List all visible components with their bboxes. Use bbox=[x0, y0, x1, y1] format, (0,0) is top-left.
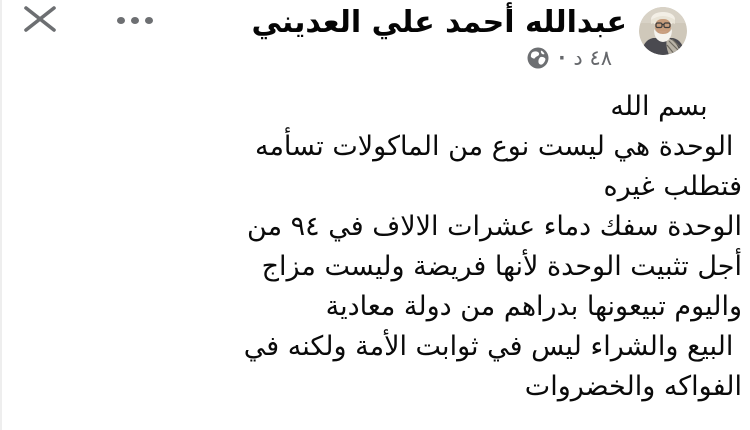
close-icon bbox=[20, 22, 60, 37]
post-line: الفواكه والخضروات bbox=[524, 371, 742, 402]
meta-separator: · bbox=[558, 47, 566, 69]
post-line: واليوم تبيعونها بدراهم من دولة معادية bbox=[325, 291, 742, 322]
close-button[interactable] bbox=[20, 4, 60, 34]
post-line: الوحدة سفك دماء عشرات الالاف في ٩٤ من bbox=[247, 211, 742, 242]
profile-name[interactable]: عبدالله أحمد علي العديني bbox=[251, 5, 627, 40]
post-line: بسم الله bbox=[610, 91, 742, 122]
timestamp: ٤٨ د bbox=[573, 46, 612, 70]
post-text bbox=[10, 87, 742, 407]
avatar[interactable] bbox=[639, 7, 687, 55]
globe-public-icon bbox=[526, 46, 550, 70]
three-dots-icon bbox=[117, 17, 153, 24]
post-meta bbox=[526, 45, 612, 71]
more-options-button[interactable] bbox=[110, 10, 160, 30]
post-line: أجل تثبيت الوحدة لأنها فريضة وليست مزاج bbox=[261, 251, 742, 282]
post-line: البيع والشراء ليس في ثوابت الأمة ولكنه في bbox=[243, 331, 742, 362]
post-line: فتطلب غيره bbox=[603, 171, 742, 202]
post-line: الوحدة هي ليست نوع من الماكولات تسأمه bbox=[254, 131, 742, 162]
